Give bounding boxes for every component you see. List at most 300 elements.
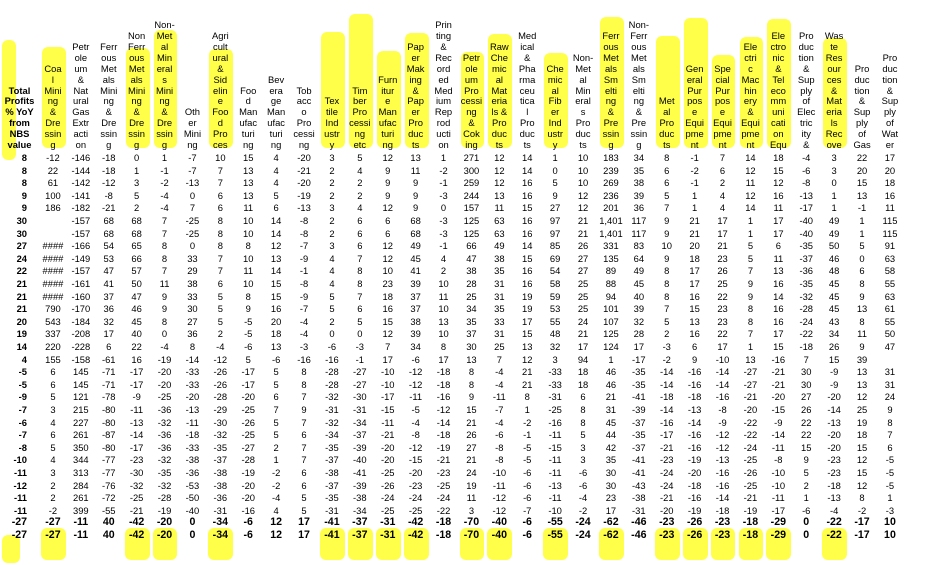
table-cell-water[interactable]: -5: [885, 479, 895, 491]
table-cell-paper[interactable]: 38: [410, 315, 421, 327]
table-cell-coal[interactable]: 5: [50, 441, 56, 453]
table-cell-electronic_telecom[interactable]: 11: [773, 202, 784, 214]
table-cell-electric_machinery[interactable]: 8: [747, 303, 754, 315]
table-cell-paper[interactable]: 37: [410, 290, 421, 302]
table-cell-chemical_fiber[interactable]: 53: [549, 303, 561, 315]
table-cell-tobacco[interactable]: -21: [297, 164, 311, 176]
table-cell-special_equip[interactable]: 4: [719, 202, 726, 214]
table-cell-medical[interactable]: -6: [523, 479, 532, 491]
table-cell-water[interactable]: -5: [885, 454, 895, 466]
table-cell-electricity[interactable]: 30: [801, 378, 812, 390]
table-cell-total[interactable]: 24: [16, 252, 27, 264]
table-cell-metal_products[interactable]: -3: [662, 341, 671, 352]
table-cell-nonmetal_minerals[interactable]: 26: [577, 240, 589, 252]
table-cell-petro_coking[interactable]: 8: [468, 366, 475, 378]
table-cell-timber[interactable]: 8: [357, 278, 363, 289]
table-cell-nonmetal_minerals[interactable]: 10: [577, 177, 589, 189]
table-cell-special_equip[interactable]: -9: [718, 416, 727, 428]
table-cell-paper[interactable]: 41: [410, 265, 421, 277]
table-cell-textile[interactable]: 2: [329, 215, 335, 226]
table-cell-water[interactable]: 16: [884, 189, 896, 201]
table-cell-metal_products[interactable]: 2: [664, 328, 670, 340]
table-cell-total[interactable]: 22: [16, 265, 27, 277]
table-cell-coal[interactable]: 186: [45, 202, 61, 214]
table-cell-raw_chemical[interactable]: 63: [494, 227, 505, 239]
table-cell-electricity[interactable]: 30: [801, 366, 812, 378]
table-cell-electricity[interactable]: -36: [799, 265, 814, 277]
table-cell-furniture[interactable]: -10: [380, 378, 395, 390]
table-cell-electricity[interactable]: 27: [801, 391, 812, 403]
table-cell-nonferrous_smelting[interactable]: 39: [633, 303, 645, 315]
table-cell-nonferrous_smelting[interactable]: -35: [632, 429, 646, 441]
table-cell-ferrous_smelting[interactable]: -62: [603, 517, 619, 529]
table-cell-ferrous_mining[interactable]: -72: [101, 492, 116, 504]
table-cell-paper[interactable]: 9: [413, 177, 419, 189]
table-cell-electronic_telecom[interactable]: 14: [773, 290, 784, 302]
table-cell-nonferrous_smelting[interactable]: -38: [632, 492, 646, 504]
table-cell-water[interactable]: 31: [884, 366, 896, 378]
table-cell-chemical_fiber[interactable]: -11: [548, 454, 562, 466]
table-cell-food_mfg[interactable]: -25: [241, 429, 256, 441]
table-cell-general_equip[interactable]: 13: [689, 315, 700, 327]
table-cell-ferrous_smelting[interactable]: 17: [605, 504, 617, 516]
table-cell-ferrous_mining[interactable]: -61: [101, 353, 116, 365]
table-cell-nonferrous_smelting[interactable]: 40: [633, 290, 645, 302]
table-cell-waste[interactable]: 50: [828, 240, 840, 252]
table-cell-timber[interactable]: -27: [353, 378, 367, 390]
table-cell-general_equip[interactable]: -18: [687, 391, 702, 403]
table-cell-nonmetal_minerals[interactable]: 21: [577, 328, 589, 340]
table-cell-food_mfg[interactable]: -25: [241, 404, 256, 415]
table-cell-coal[interactable]: 22: [47, 164, 59, 176]
table-cell-nonferrous_mining[interactable]: -17: [129, 378, 144, 390]
table-cell-printing[interactable]: 11: [438, 290, 449, 302]
table-cell-coal[interactable]: 2: [50, 492, 56, 504]
table-cell-ferrous_smelting[interactable]: 125: [603, 328, 619, 340]
table-cell-chemical_fiber[interactable]: -15: [548, 441, 562, 453]
table-cell-coal[interactable]: 4: [50, 416, 56, 428]
table-cell-food_mfg[interactable]: -6: [243, 517, 253, 529]
table-cell-electricity[interactable]: -40: [799, 215, 814, 226]
table-cell-ferrous_smelting[interactable]: 135: [603, 252, 619, 264]
table-cell-metal_products[interactable]: -21: [659, 441, 674, 453]
table-cell-nonferrous_smelting[interactable]: 39: [633, 189, 645, 201]
table-cell-coal[interactable]: [39, 215, 67, 226]
table-cell-nonmetal_minerals[interactable]: 25: [577, 303, 589, 315]
table-cell-special_equip[interactable]: -14: [715, 366, 730, 378]
table-cell-total[interactable]: 30: [16, 227, 27, 239]
table-cell-petro_coking[interactable]: 30: [466, 341, 477, 352]
table-cell-other_mining[interactable]: -25: [185, 215, 200, 226]
table-cell-nonmetal_minerals[interactable]: 27: [577, 265, 589, 277]
table-cell-nonmetal_minerals[interactable]: -24: [575, 530, 591, 541]
table-cell-nonmetal_minerals[interactable]: 17: [577, 341, 589, 352]
table-cell-petro_coking[interactable]: 259: [463, 177, 480, 189]
table-cell-tobacco[interactable]: -8: [299, 215, 309, 226]
table-cell-food_mfg[interactable]: -16: [241, 504, 256, 516]
table-cell-raw_chemical[interactable]: 35: [494, 265, 505, 277]
table-cell-agri_food[interactable]: 8: [217, 240, 223, 252]
table-cell-food_mfg[interactable]: -20: [241, 479, 256, 491]
table-cell-raw_chemical[interactable]: 12: [494, 177, 505, 189]
table-cell-petro_coking[interactable]: 300: [463, 164, 480, 176]
table-cell-nonferrous_mining[interactable]: -13: [129, 416, 144, 428]
table-cell-beverage[interactable]: 4: [273, 177, 279, 189]
table-cell-tobacco[interactable]: -1: [299, 265, 309, 277]
table-cell-nonferrous_mining[interactable]: 68: [131, 227, 142, 239]
table-cell-chemical_fiber[interactable]: -33: [548, 366, 562, 378]
table-cell-raw_chemical[interactable]: -8: [495, 441, 504, 453]
table-cell-electric_machinery[interactable]: 1: [747, 341, 754, 352]
table-cell-furniture[interactable]: -31: [380, 517, 396, 529]
table-cell-electric_machinery[interactable]: 5: [747, 240, 754, 252]
table-cell-raw_chemical[interactable]: 31: [494, 328, 505, 340]
table-cell-gas[interactable]: 22: [856, 152, 868, 163]
table-cell-electronic_telecom[interactable]: -14: [771, 429, 786, 441]
table-cell-tobacco[interactable]: -7: [299, 240, 309, 252]
table-cell-petroleum[interactable]: 145: [73, 378, 89, 390]
table-cell-gas[interactable]: -17: [854, 530, 870, 541]
table-cell-beverage[interactable]: 13: [270, 341, 282, 352]
table-cell-ferrous_mining[interactable]: -21: [101, 202, 116, 214]
table-cell-ferrous_smelting[interactable]: 45: [605, 416, 617, 428]
table-cell-ferrous_smelting[interactable]: 1,401: [599, 227, 623, 239]
table-cell-nonmetal_mining[interactable]: -20: [156, 530, 173, 541]
table-cell-nonmetal_minerals[interactable]: -4: [578, 492, 588, 504]
table-cell-total[interactable]: -11: [13, 467, 27, 478]
table-cell-metal_products[interactable]: -24: [659, 467, 674, 478]
table-cell-electronic_telecom[interactable]: -9: [774, 416, 783, 428]
table-cell-special_equip[interactable]: -16: [715, 479, 730, 491]
table-cell-timber[interactable]: -34: [353, 504, 367, 516]
table-cell-water[interactable]: 55: [884, 315, 896, 327]
table-cell-nonferrous_smelting[interactable]: -35: [632, 366, 646, 378]
table-cell-water[interactable]: 47: [884, 341, 896, 352]
table-cell-chemical_fiber[interactable]: -33: [548, 378, 562, 390]
table-cell-metal_products[interactable]: 8: [664, 152, 670, 163]
table-cell-ferrous_mining[interactable]: -76: [101, 479, 116, 491]
table-cell-nonferrous_smelting[interactable]: 28: [633, 328, 645, 340]
table-cell-special_equip[interactable]: -12: [715, 441, 730, 453]
table-cell-coal[interactable]: -27: [45, 530, 61, 541]
table-cell-furniture[interactable]: 12: [382, 202, 393, 214]
table-cell-gas[interactable]: -17: [854, 517, 870, 529]
table-cell-petro_coking[interactable]: 157: [463, 202, 480, 214]
table-cell-total[interactable]: 30: [16, 215, 27, 226]
table-cell-water[interactable]: 58: [884, 265, 896, 277]
table-cell-nonmetal_mining[interactable]: -20: [157, 378, 172, 390]
table-cell-agri_food[interactable]: -29: [213, 404, 228, 415]
table-cell-metal_products[interactable]: -23: [659, 517, 675, 529]
table-cell-other_mining[interactable]: 30: [187, 303, 198, 315]
table-cell-medical[interactable]: 15: [522, 328, 533, 340]
table-cell-paper[interactable]: 13: [410, 152, 421, 163]
table-cell-timber[interactable]: 6: [357, 215, 363, 226]
table-cell-food_mfg[interactable]: -28: [241, 454, 256, 466]
table-cell-agri_food[interactable]: -4: [216, 341, 225, 352]
table-cell-timber[interactable]: -40: [353, 454, 367, 466]
table-cell-textile[interactable]: -37: [325, 454, 339, 466]
table-cell-special_equip[interactable]: 17: [717, 227, 728, 239]
table-cell-ferrous_smelting[interactable]: 183: [603, 152, 619, 163]
table-cell-textile[interactable]: 0: [329, 328, 335, 340]
table-cell-raw_chemical[interactable]: -7: [495, 404, 504, 415]
table-cell-tobacco[interactable]: -9: [299, 290, 309, 302]
table-cell-general_equip[interactable]: 21: [689, 227, 700, 239]
table-cell-special_equip[interactable]: -18: [715, 504, 730, 516]
table-cell-other_mining[interactable]: -18: [185, 429, 200, 441]
table-cell-electricity[interactable]: 26: [801, 404, 812, 415]
table-cell-printing[interactable]: -1: [439, 177, 448, 189]
table-cell-chemical_fiber[interactable]: -10: [548, 504, 562, 516]
table-cell-medical[interactable]: -7: [523, 504, 532, 516]
table-cell-coal[interactable]: 2: [50, 479, 56, 491]
table-cell-paper[interactable]: -12: [408, 441, 423, 453]
table-cell-paper[interactable]: -24: [408, 492, 423, 504]
table-cell-printing[interactable]: -14: [436, 416, 451, 428]
table-cell-raw_chemical[interactable]: -10: [492, 467, 507, 478]
table-cell-nonmetal_mining[interactable]: 9: [161, 290, 168, 302]
table-cell-gas[interactable]: 13: [856, 366, 868, 378]
table-cell-metal_products[interactable]: 10: [661, 240, 672, 252]
table-cell-coal[interactable]: 6: [50, 378, 56, 390]
table-cell-other_mining[interactable]: -36: [185, 467, 200, 478]
table-cell-petro_coking[interactable]: 125: [463, 227, 480, 239]
table-cell-furniture[interactable]: 10: [382, 265, 393, 277]
table-cell-printing[interactable]: -21: [436, 454, 451, 466]
table-cell-printing[interactable]: -24: [436, 492, 451, 504]
table-cell-metal_products[interactable]: -20: [659, 504, 674, 516]
table-cell-paper[interactable]: -15: [408, 454, 423, 466]
table-cell-agri_food[interactable]: -34: [212, 517, 228, 529]
table-cell-raw_chemical[interactable]: -12: [492, 492, 507, 504]
table-cell-petro_coking[interactable]: 35: [466, 315, 477, 327]
table-cell-printing[interactable]: 1: [440, 152, 447, 163]
table-cell-water[interactable]: 9: [887, 404, 893, 415]
table-cell-beverage[interactable]: 5: [273, 416, 279, 428]
table-cell-furniture[interactable]: 12: [382, 328, 393, 340]
table-cell-tobacco[interactable]: 7: [301, 391, 307, 403]
table-cell-metal_products[interactable]: -17: [659, 429, 674, 441]
table-cell-printing[interactable]: 10: [438, 328, 449, 340]
table-cell-food_mfg[interactable]: -6: [244, 341, 253, 352]
table-cell-general_equip[interactable]: -19: [687, 454, 702, 466]
table-cell-ferrous_mining[interactable]: 54: [103, 240, 114, 252]
table-cell-electric_machinery[interactable]: -25: [743, 454, 758, 466]
table-cell-printing[interactable]: -18: [436, 429, 451, 441]
table-cell-gas[interactable]: 12: [856, 391, 868, 403]
table-cell-general_equip[interactable]: -19: [687, 504, 702, 516]
table-cell-furniture[interactable]: -10: [380, 366, 395, 378]
table-cell-nonmetal_mining[interactable]: 9: [161, 303, 168, 315]
table-cell-chemical_fiber[interactable]: 69: [549, 252, 561, 264]
table-cell-ferrous_smelting[interactable]: 1: [608, 353, 614, 365]
table-cell-timber[interactable]: 5: [357, 152, 363, 163]
table-cell-water[interactable]: 10: [884, 530, 896, 541]
table-cell-medical[interactable]: -6: [523, 492, 532, 504]
table-cell-electricity[interactable]: -13: [799, 189, 814, 201]
table-cell-coal[interactable]: 155: [45, 353, 61, 365]
table-cell-nonferrous_mining[interactable]: 47: [131, 290, 142, 302]
table-cell-ferrous_mining[interactable]: -78: [101, 391, 116, 403]
table-cell-paper[interactable]: -11: [409, 391, 423, 403]
table-cell-food_mfg[interactable]: -17: [241, 366, 256, 378]
table-cell-general_equip[interactable]: -26: [686, 517, 703, 529]
table-cell-general_equip[interactable]: 6: [692, 341, 698, 352]
table-cell-other_mining[interactable]: 0: [189, 189, 196, 201]
table-cell-agri_food[interactable]: -34: [212, 530, 228, 541]
table-cell-nonmetal_minerals[interactable]: 12: [577, 189, 589, 201]
table-cell-electric_machinery[interactable]: -18: [742, 530, 759, 541]
table-cell-gas[interactable]: 1: [859, 215, 865, 226]
table-cell-other_mining[interactable]: -25: [185, 227, 200, 239]
table-cell-printing[interactable]: 17: [438, 353, 449, 365]
table-cell-raw_chemical[interactable]: 31: [494, 278, 505, 289]
table-cell-medical[interactable]: 19: [522, 290, 533, 302]
table-cell-food_mfg[interactable]: 11: [243, 202, 254, 214]
table-cell-petroleum[interactable]: 399: [73, 504, 89, 516]
table-cell-gas[interactable]: 12: [856, 479, 868, 491]
table-cell-nonmetal_minerals[interactable]: 21: [577, 215, 589, 226]
table-cell-timber[interactable]: -30: [353, 391, 367, 403]
table-cell-waste[interactable]: -4: [829, 504, 839, 516]
table-cell-food_mfg[interactable]: -26: [241, 416, 256, 428]
table-cell-electric_machinery[interactable]: -27: [743, 366, 758, 378]
table-cell-ferrous_mining[interactable]: 41: [103, 278, 114, 289]
table-cell-furniture[interactable]: -17: [380, 391, 395, 403]
table-cell-waste[interactable]: 3: [831, 152, 837, 163]
table-cell-general_equip[interactable]: 9: [692, 353, 698, 365]
table-cell-water[interactable]: 6: [887, 441, 893, 453]
table-cell-waste[interactable]: 45: [828, 278, 840, 289]
table-cell-other_mining[interactable]: -11: [186, 416, 199, 428]
table-cell-raw_chemical[interactable]: -4: [495, 416, 504, 428]
table-cell-electricity[interactable]: -17: [799, 202, 814, 214]
table-cell-other_mining[interactable]: -40: [185, 504, 200, 516]
table-cell-nonferrous_mining[interactable]: -42: [128, 517, 145, 529]
table-cell-general_equip[interactable]: 17: [689, 265, 700, 277]
table-cell-tobacco[interactable]: -4: [299, 315, 309, 327]
table-cell-tobacco[interactable]: 6: [301, 429, 307, 441]
table-cell-gas[interactable]: 8: [859, 315, 865, 327]
table-cell-electronic_telecom[interactable]: -11: [771, 492, 785, 504]
table-cell-nonferrous_mining[interactable]: 3: [134, 177, 140, 189]
table-cell-raw_chemical[interactable]: -12: [492, 504, 507, 516]
table-cell-waste[interactable]: -20: [827, 441, 841, 453]
table-cell-beverage[interactable]: 4: [273, 152, 279, 163]
table-cell-raw_chemical[interactable]: -11: [492, 391, 506, 403]
table-cell-general_equip[interactable]: -13: [687, 404, 702, 415]
table-cell-waste[interactable]: -18: [827, 479, 841, 491]
table-cell-furniture[interactable]: -26: [380, 479, 395, 491]
table-cell-electricity[interactable]: -6: [802, 504, 811, 516]
table-cell-nonmetal_mining[interactable]: 8: [161, 252, 168, 264]
table-cell-nonferrous_mining[interactable]: -17: [129, 441, 144, 453]
table-cell-petroleum[interactable]: 261: [73, 492, 89, 504]
table-cell-ferrous_mining[interactable]: 53: [103, 252, 114, 264]
table-cell-printing[interactable]: -25: [436, 479, 451, 491]
table-cell-paper[interactable]: -20: [408, 467, 423, 478]
table-cell-petroleum[interactable]: -228: [71, 341, 91, 352]
table-cell-metal_products[interactable]: 8: [664, 265, 670, 277]
table-cell-petro_coking[interactable]: 271: [463, 152, 480, 163]
table-cell-paper[interactable]: -6: [411, 353, 420, 365]
table-cell-gas[interactable]: 8: [859, 492, 865, 504]
table-cell-electricity[interactable]: -28: [799, 303, 814, 315]
table-cell-other_mining[interactable]: 0: [189, 240, 196, 252]
table-cell-special_equip[interactable]: 17: [717, 341, 728, 352]
table-cell-ferrous_mining[interactable]: -18: [101, 152, 116, 163]
table-cell-textile[interactable]: 5: [329, 303, 335, 315]
table-cell-furniture[interactable]: -21: [380, 429, 395, 441]
table-cell-nonmetal_mining[interactable]: -36: [157, 441, 172, 453]
table-cell-water[interactable]: 8: [887, 416, 893, 428]
table-cell-waste[interactable]: -23: [827, 467, 841, 478]
table-cell-agri_food[interactable]: -26: [213, 378, 228, 390]
table-cell-medical[interactable]: 17: [522, 315, 533, 327]
table-cell-electricity[interactable]: -6: [802, 164, 811, 176]
table-cell-coal[interactable]: 61: [47, 177, 59, 189]
table-cell-special_equip[interactable]: 7: [719, 152, 726, 163]
table-cell-petro_coking[interactable]: 13: [466, 353, 477, 365]
table-cell-printing[interactable]: 10: [438, 303, 449, 315]
table-cell-textile[interactable]: -31: [325, 404, 339, 415]
table-cell-beverage[interactable]: 20: [270, 315, 282, 327]
table-cell-total[interactable]: 9: [21, 202, 27, 214]
table-cell-coal[interactable]: 3: [50, 404, 56, 415]
table-cell-medical[interactable]: 16: [522, 227, 533, 239]
table-cell-nonferrous_smelting[interactable]: -37: [632, 441, 646, 453]
table-cell-electronic_telecom[interactable]: -10: [771, 479, 786, 491]
table-cell-water[interactable]: 11: [885, 202, 895, 214]
table-cell-electricity[interactable]: 5: [803, 467, 809, 478]
table-cell-petro_coking[interactable]: 28: [466, 278, 477, 289]
table-cell-petro_coking[interactable]: 38: [466, 265, 477, 277]
table-cell-nonferrous_mining[interactable]: -25: [129, 492, 144, 504]
table-cell-agri_food[interactable]: -26: [213, 366, 228, 378]
table-cell-total[interactable]: 9: [21, 189, 27, 201]
table-cell-electricity[interactable]: 15: [801, 441, 812, 453]
table-cell-raw_chemical[interactable]: -40: [491, 530, 507, 541]
table-cell-nonmetal_mining[interactable]: -20: [157, 366, 172, 378]
table-cell-agri_food[interactable]: 7: [217, 252, 223, 264]
table-cell-tobacco[interactable]: -20: [297, 152, 311, 163]
table-cell-chemical_fiber[interactable]: 59: [549, 290, 561, 302]
table-cell-other_mining[interactable]: 7: [189, 202, 196, 214]
table-cell-medical[interactable]: 8: [524, 391, 530, 403]
table-cell-beverage[interactable]: -2: [271, 479, 281, 491]
table-cell-timber[interactable]: -1: [355, 353, 364, 365]
table-cell-nonferrous_mining[interactable]: -9: [132, 391, 141, 403]
table-cell-special_equip[interactable]: -23: [714, 530, 731, 541]
table-cell-chemical_fiber[interactable]: 55: [549, 315, 561, 327]
table-cell-nonferrous_smelting[interactable]: 36: [633, 202, 645, 214]
table-cell-general_equip[interactable]: -18: [687, 479, 702, 491]
table-cell-coal[interactable]: -12: [46, 152, 60, 163]
table-cell-furniture[interactable]: 7: [385, 341, 391, 352]
table-cell-petroleum[interactable]: -166: [71, 240, 91, 252]
table-cell-tobacco[interactable]: 7: [301, 441, 307, 453]
table-cell-ferrous_mining[interactable]: -77: [101, 467, 116, 478]
table-cell-chemical_fiber[interactable]: 32: [549, 341, 561, 352]
table-cell-total[interactable]: -11: [13, 492, 27, 504]
table-cell-other_mining[interactable]: -20: [185, 391, 200, 403]
table-cell-water[interactable]: 17: [884, 152, 896, 163]
table-cell-medical[interactable]: -6: [523, 467, 532, 478]
table-cell-medical[interactable]: 15: [522, 202, 533, 214]
table-cell-waste[interactable]: 15: [828, 353, 840, 365]
table-cell-nonferrous_smelting[interactable]: -46: [631, 517, 647, 529]
